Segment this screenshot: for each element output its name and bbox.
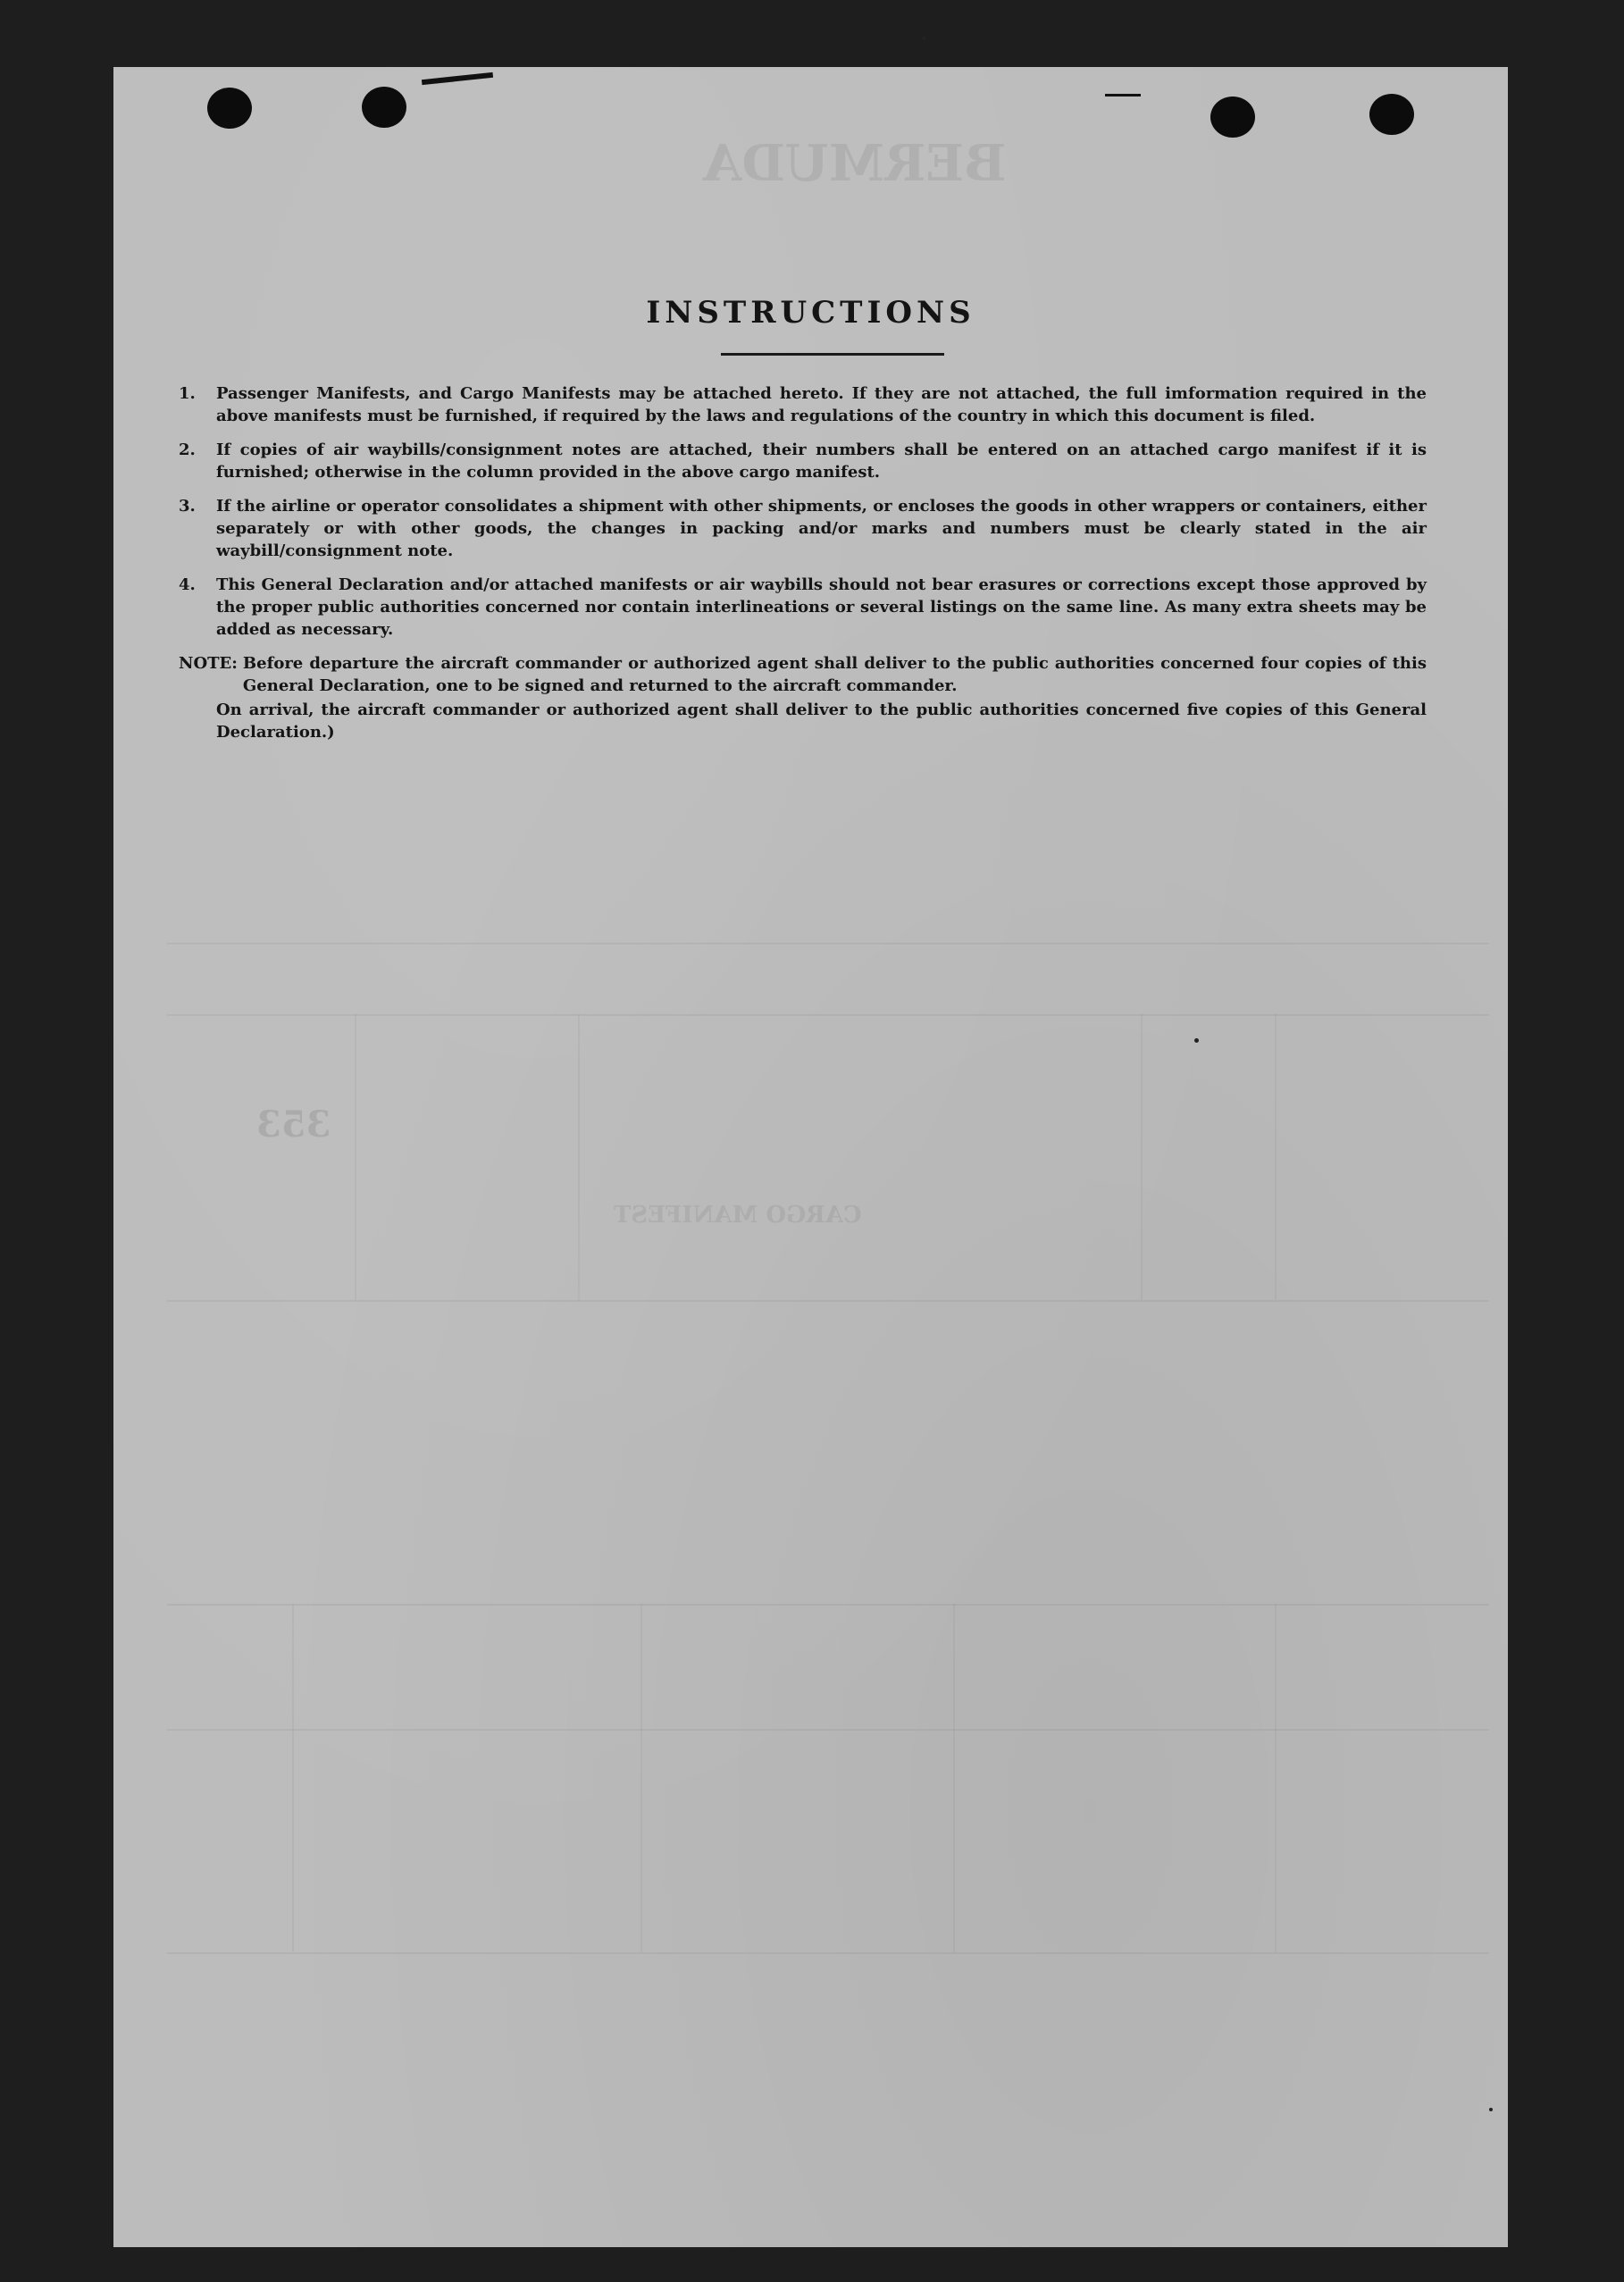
show-through-column <box>1275 1604 1277 1952</box>
show-through-column <box>578 1014 580 1300</box>
show-through-column <box>953 1604 955 1952</box>
punch-hole-icon <box>207 88 252 129</box>
scan-speck <box>922 36 926 40</box>
instruction-text: If copies of air waybills/consignment notes are attached, their numbers shall be entered on an attached cargo manifest if it is furnished; otherwise in the column provided in the above cargo manifest. <box>216 440 1427 482</box>
torn-edge-mark <box>1105 94 1141 96</box>
show-through-number: 353 <box>256 1103 331 1145</box>
show-through-rule <box>167 1604 1489 1606</box>
show-through-rule <box>167 1014 1489 1016</box>
instruction-item <box>179 439 1427 483</box>
punch-hole-icon <box>362 87 406 128</box>
instruction-number: 1. <box>179 384 196 403</box>
page-title: INSTRUCTIONS <box>646 295 975 331</box>
punch-hole-icon <box>1369 94 1414 135</box>
note-text: Before departure the aircraft commander or authorized agent shall deliver to the public authorities concerned four copies of this General Declaration, one to be signed and returned to the aircraft commander. <box>242 654 1427 695</box>
note-block <box>179 652 1427 743</box>
instruction-number: 3. <box>179 497 196 516</box>
show-through-rule <box>167 943 1489 944</box>
instruction-text: Passenger Manifests, and Cargo Manifests may be attached hereto. If they are not attached, the full imformation required in the above manifests must be furnished, if required by the laws and regulations of the country in which this document is filed. <box>216 384 1427 425</box>
show-through-heading: CARGO MANIFEST <box>614 1202 862 1229</box>
note-continuation: On arrival, the aircraft commander or authorized agent shall deliver to the public authorities concerned five copies of this General Declaration.) <box>216 701 1427 742</box>
show-through-rule <box>167 1300 1489 1302</box>
show-through-rule <box>167 1729 1489 1731</box>
instructions-list <box>179 382 1427 743</box>
torn-edge-mark <box>422 72 493 85</box>
instruction-number: 4. <box>179 575 196 594</box>
show-through-column <box>640 1604 642 1952</box>
title-underline <box>721 353 944 356</box>
instruction-item <box>179 382 1427 427</box>
show-through-column <box>292 1604 294 1952</box>
punch-hole-icon <box>1210 96 1255 138</box>
instruction-number: 2. <box>179 440 196 459</box>
instruction-text: If the airline or operator consolidates a shipment with other shipments, or encloses the goods in other wrappers or containers, either separately or with other goods, the changes in packing and/or marks and numbers must be clearly stated in the air waybill/consignment note. <box>216 497 1427 560</box>
show-through-heading: BERMUDA <box>703 134 1007 193</box>
instruction-text: This General Declaration and/or attached manifests or air waybills should not bear erasures or corrections except those approved by the proper public authorities concerned nor contain interlineations or several listings on the same line. As many extra sheets may be added as necessary. <box>216 575 1427 639</box>
show-through-rule <box>167 1952 1489 1954</box>
show-through-column <box>1141 1014 1143 1300</box>
paper-sheet <box>113 67 1508 2247</box>
instruction-item <box>179 574 1427 641</box>
scan-speck <box>1194 1038 1199 1043</box>
note-label: NOTE: <box>179 654 238 673</box>
scan-speck <box>1489 2108 1493 2111</box>
show-through-column <box>1275 1014 1277 1300</box>
show-through-column <box>355 1014 356 1300</box>
instruction-item <box>179 495 1427 562</box>
